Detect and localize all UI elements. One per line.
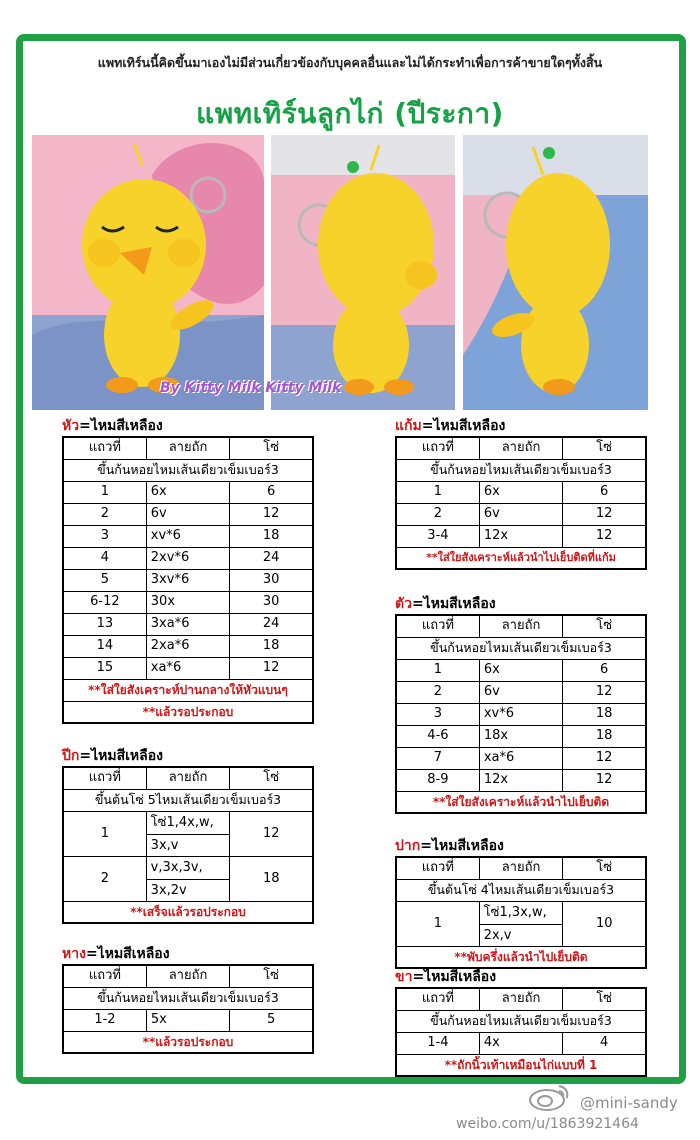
- table-row: 1 6x 6: [396, 481, 646, 503]
- column-header: โซ่: [230, 437, 313, 459]
- wing-table: [62, 766, 314, 924]
- start-instruction: ขึ้นก้นหอยไหมเส้นเดียวเข็มเบอร์3: [63, 987, 313, 1009]
- column-header: แถวที่: [63, 437, 146, 459]
- start-instruction: ขึ้นก้นหอยไหมเส้นเดียวเข็มเบอร์3: [396, 637, 646, 659]
- table-row: 3 xv*6 18: [396, 703, 646, 725]
- mouth-table: [395, 856, 647, 969]
- cheek-section: [395, 416, 647, 570]
- note-text: **ใส่ใยสังเคราะห์แล้วนำไปเย็บติด: [396, 791, 646, 813]
- table-row: 1-4 4x 4: [396, 1032, 646, 1054]
- weibo-url: weibo.com/u/1863921464: [456, 1116, 639, 1132]
- note-text: **แล้วรอประกอบ: [63, 701, 313, 723]
- table-row: 5 3xv*6 30: [63, 569, 313, 591]
- table-header-row: แถวที่ ลายถัก โซ่: [396, 437, 646, 459]
- wing-section: [62, 746, 314, 924]
- table-row: 3-4 12x 12: [396, 525, 646, 547]
- table-row: 14 2xa*6 18: [63, 635, 313, 657]
- start-instruction: ขึ้นก้นหอยไหมเส้นเดียวเข็มเบอร์3: [63, 459, 313, 481]
- table-row: 2 6v 12: [396, 503, 646, 525]
- table-row: 2 6v 12: [63, 503, 313, 525]
- leg-title: ขา=ไหมสีเหลือง: [395, 969, 497, 985]
- table-row: 8-9 12x 12: [396, 769, 646, 791]
- head-table: [62, 436, 314, 724]
- table-row: 7 xa*6 12: [396, 747, 646, 769]
- table-row: 1 6x 6: [396, 659, 646, 681]
- wing-title: ปีก=ไหมสีเหลือง: [62, 748, 163, 764]
- body-section: [395, 594, 647, 814]
- start-instruction: ขึ้นต้นโซ่ 4ไหมเส้นเดียวเข็มเบอร์3: [396, 879, 646, 901]
- cheek-title: แก้ม=ไหมสีเหลือง: [395, 418, 506, 434]
- start-instruction: ขึ้นต้นโซ่ 5ไหมเส้นเดียวเข็มเบอร์3: [63, 789, 313, 811]
- table-row: 1-2 5x 5: [63, 1009, 313, 1031]
- leg-section: [395, 967, 647, 1077]
- body-title: ตัว=ไหมสีเหลือง: [395, 596, 496, 612]
- table-header-row: แถวที่ ลายถัก โซ่: [63, 767, 313, 789]
- note-text: **เสร็จแล้วรอประกอบ: [63, 901, 313, 923]
- table-row: 15 xa*6 12: [63, 657, 313, 679]
- table-header-row: แถวที่ ลายถัก โซ่: [396, 857, 646, 879]
- table-row: 3 xv*6 18: [63, 525, 313, 547]
- table-header-row: แถวที่ ลายถัก โซ่: [396, 615, 646, 637]
- chick-photo-side: [463, 135, 648, 410]
- tail-section: [62, 944, 314, 1054]
- mouth-section: [395, 836, 647, 969]
- table-row: 2 6v 12: [396, 681, 646, 703]
- note-text: **พับครึ่งแล้วนำไปเย็บติด: [396, 946, 646, 968]
- head-title: หัว=ไหมสีเหลือง: [62, 418, 163, 434]
- note-text: **ใส่ใยสังเคราะห์ปานกลางให้หัวแบนๆ: [63, 679, 313, 701]
- note-text: **ใส่ใยสังเคราะห์แล้วนำไปเย็บติดที่แก้ม: [396, 547, 646, 569]
- weibo-handle: @mini-sandy: [580, 1094, 678, 1112]
- mouth-title: ปาก=ไหมสีเหลือง: [395, 838, 504, 854]
- chick-photo-front: [32, 135, 264, 410]
- photo-watermark: By Kitty Milk Kitty Milk: [160, 380, 342, 396]
- tail-table: [62, 964, 314, 1054]
- start-instruction: ขึ้นก้นหอยไหมเส้นเดียวเข็มเบอร์3: [396, 459, 646, 481]
- start-instruction: ขึ้นก้นหอยไหมเส้นเดียวเข็มเบอร์3: [396, 1010, 646, 1032]
- column-header: ลายถัก: [146, 437, 230, 459]
- table-row: 13 3xa*6 24: [63, 613, 313, 635]
- head-section: [62, 416, 314, 724]
- cheek-table: [395, 436, 647, 570]
- chick-photo-back: [271, 135, 455, 410]
- page-title: แพทเทิร์นลูกไก่ (ปีระกา): [196, 97, 504, 130]
- table-row: 4 2xv*6 24: [63, 547, 313, 569]
- table-header-row: [63, 437, 313, 459]
- table-row: 1 โซ่1,4x,w, 3x,v 12: [63, 811, 313, 856]
- note-text: **ถักนิ้วเท้าเหมือนไก่แบบที่ 1: [396, 1054, 646, 1076]
- table-header-row: แถวที่ ลายถัก โซ่: [396, 988, 646, 1010]
- table-row: 4-6 18x 18: [396, 725, 646, 747]
- table-row: 2 v,3x,3v, 3x,2v 18: [63, 856, 313, 901]
- note-text: **แล้วรอประกอบ: [63, 1031, 313, 1053]
- leg-table: [395, 987, 647, 1077]
- table-row: 1 โซ่1,3x,w, 2x,v 10: [396, 901, 646, 946]
- table-row: 1 6x 6: [63, 481, 313, 503]
- weibo-logo-icon: [527, 1082, 573, 1116]
- disclaimer-text: แพทเทิร์นนี้คิดขึ้นมาเองไม่มีส่วนเกี่ยวข้องกับบุคคลอื่นและไม่ได้กระทำเพื่อการค้าขายใดๆทั้งสิ้น: [97, 55, 603, 70]
- tail-title: หาง=ไหมสีเหลือง: [62, 946, 170, 962]
- table-row: 6-12 30x 30: [63, 591, 313, 613]
- body-table: [395, 614, 647, 814]
- table-header-row: แถวที่ ลายถัก โซ่: [63, 965, 313, 987]
